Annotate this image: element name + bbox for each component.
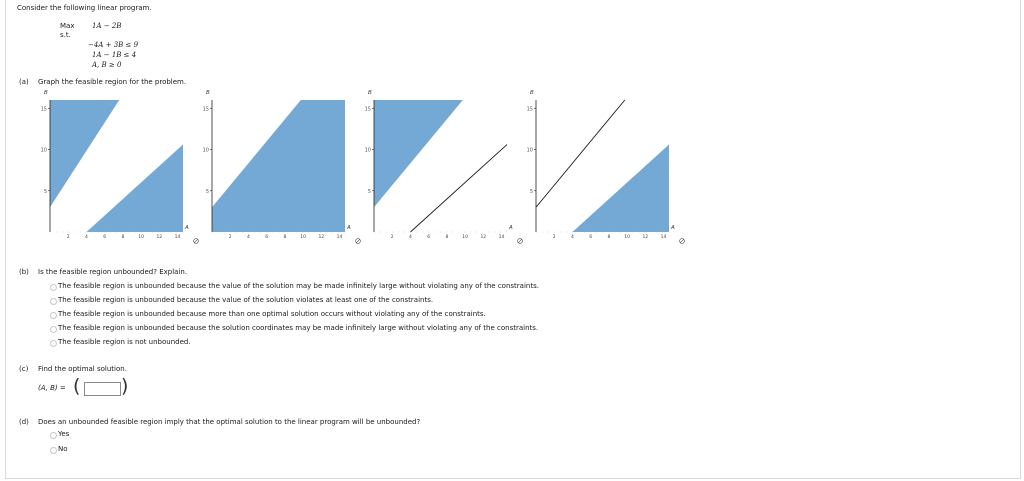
part-b-label: (b) xyxy=(19,268,29,276)
y-tick-label: 5 xyxy=(367,188,371,195)
part-a-question: Graph the feasible region for the problem. xyxy=(38,78,187,86)
radio-button[interactable] xyxy=(50,432,57,439)
x-tick-label: 8 xyxy=(445,235,449,240)
radio-button[interactable] xyxy=(50,312,57,319)
x-tick-label: 2 xyxy=(66,235,70,240)
x-tick-label: 8 xyxy=(283,235,287,240)
y-axis-label: B xyxy=(206,90,210,96)
x-tick-label: 6 xyxy=(589,235,593,240)
option-text: No xyxy=(58,445,68,453)
y-tick-label: 15 xyxy=(40,106,47,113)
radio-button[interactable] xyxy=(50,298,57,305)
subject-to-label: s.t. xyxy=(60,31,71,39)
x-tick-label: 2 xyxy=(228,235,232,240)
part-c-label: (c) xyxy=(19,365,29,373)
x-axis-label: A xyxy=(671,225,675,231)
radio-button[interactable] xyxy=(50,340,57,347)
option-text: The feasible region is unbounded because the value of the solution may be made infinitely large without violating any of the constraints. xyxy=(58,282,539,290)
x-tick-label: 2 xyxy=(390,235,394,240)
y-tick-label: 10 xyxy=(202,147,209,154)
max-label: Max xyxy=(60,22,75,30)
x-tick-label: 10 xyxy=(462,235,468,240)
x-tick-label: 12 xyxy=(642,235,649,240)
x-tick-label: 6 xyxy=(103,235,107,240)
objective-function: 1A − 2B xyxy=(92,22,122,30)
x-tick-label: 14 xyxy=(336,235,343,240)
x-tick-label: 12 xyxy=(156,235,163,240)
x-tick-label: 14 xyxy=(660,235,667,240)
graph-option-3 xyxy=(354,88,524,248)
shaded-region-lower xyxy=(86,145,183,232)
x-tick-label: 4 xyxy=(85,235,88,240)
y-axis-label: B xyxy=(530,90,534,96)
y-axis-label: B xyxy=(368,90,372,96)
info-icon[interactable] xyxy=(680,239,685,244)
x-tick-label: 2 xyxy=(552,235,556,240)
y-tick-label: 10 xyxy=(40,147,47,154)
x-tick-label: 14 xyxy=(174,235,181,240)
x-tick-label: 12 xyxy=(480,235,487,240)
graph-option-4 xyxy=(516,88,686,248)
constraint-line xyxy=(410,145,507,232)
part-d-label: (d) xyxy=(19,418,29,426)
shaded-region-upper xyxy=(50,100,119,207)
left-paren: ( xyxy=(73,375,81,397)
radio-button[interactable] xyxy=(50,284,57,291)
y-tick-label: 5 xyxy=(43,188,47,195)
shaded-region xyxy=(572,145,669,232)
answer-label: (A, B) = xyxy=(38,384,66,392)
part-c-question: Find the optimal solution. xyxy=(38,365,127,373)
x-tick-label: 10 xyxy=(138,235,144,240)
x-tick-label: 8 xyxy=(607,235,611,240)
constraint-2: 1A − 1B ≤ 4 xyxy=(92,51,137,59)
y-tick-label: 15 xyxy=(364,106,371,113)
part-a-label: (a) xyxy=(19,78,29,86)
constraint-line xyxy=(536,100,625,207)
option-text: The feasible region is unbounded because the value of the solution violates at least one of the constraints. xyxy=(58,296,434,304)
constraint-1: −4A + 3B ≤ 9 xyxy=(88,41,139,49)
option-text: The feasible region is unbounded because the solution coordinates may be made infinitely large without violating any of the constraints. xyxy=(58,324,539,332)
y-tick-label: 15 xyxy=(526,106,533,113)
x-tick-label: 10 xyxy=(300,235,306,240)
x-tick-label: 10 xyxy=(624,235,630,240)
x-tick-label: 6 xyxy=(427,235,431,240)
x-tick-label: 8 xyxy=(121,235,125,240)
x-axis-label: A xyxy=(185,225,189,231)
x-tick-label: 12 xyxy=(318,235,325,240)
intro-text: Consider the following linear program. xyxy=(17,4,152,12)
shaded-region xyxy=(212,100,345,232)
x-tick-label: 4 xyxy=(409,235,412,240)
option-text: Yes xyxy=(58,430,70,438)
part-d-question: Does an unbounded feasible region imply that the optimal solution to the linear program will be unbounded? xyxy=(38,418,421,426)
constraint-3: A, B ≥ 0 xyxy=(92,61,122,69)
x-tick-label: 6 xyxy=(265,235,269,240)
y-axis-label: B xyxy=(44,90,48,96)
radio-button[interactable] xyxy=(50,326,57,333)
y-tick-label: 15 xyxy=(202,106,209,113)
x-tick-label: 4 xyxy=(571,235,574,240)
radio-button[interactable] xyxy=(50,447,57,454)
part-b-question: Is the feasible region unbounded? Explain. xyxy=(38,268,188,276)
y-tick-label: 10 xyxy=(364,147,371,154)
option-text: The feasible region is not unbounded. xyxy=(58,338,191,346)
option-text: The feasible region is unbounded because more than one optimal solution occurs without violating any of the constraints. xyxy=(58,310,486,318)
y-tick-label: 5 xyxy=(529,188,533,195)
graph-option-2 xyxy=(192,88,362,248)
answer-input[interactable] xyxy=(84,382,121,396)
x-tick-label: 14 xyxy=(498,235,505,240)
graph-option-1 xyxy=(30,88,200,248)
x-axis-label: A xyxy=(347,225,351,231)
x-tick-label: 4 xyxy=(247,235,250,240)
y-tick-label: 10 xyxy=(526,147,533,154)
shaded-region xyxy=(374,100,463,207)
right-paren: ) xyxy=(121,375,129,397)
y-tick-label: 5 xyxy=(205,188,209,195)
x-axis-label: A xyxy=(509,225,513,231)
